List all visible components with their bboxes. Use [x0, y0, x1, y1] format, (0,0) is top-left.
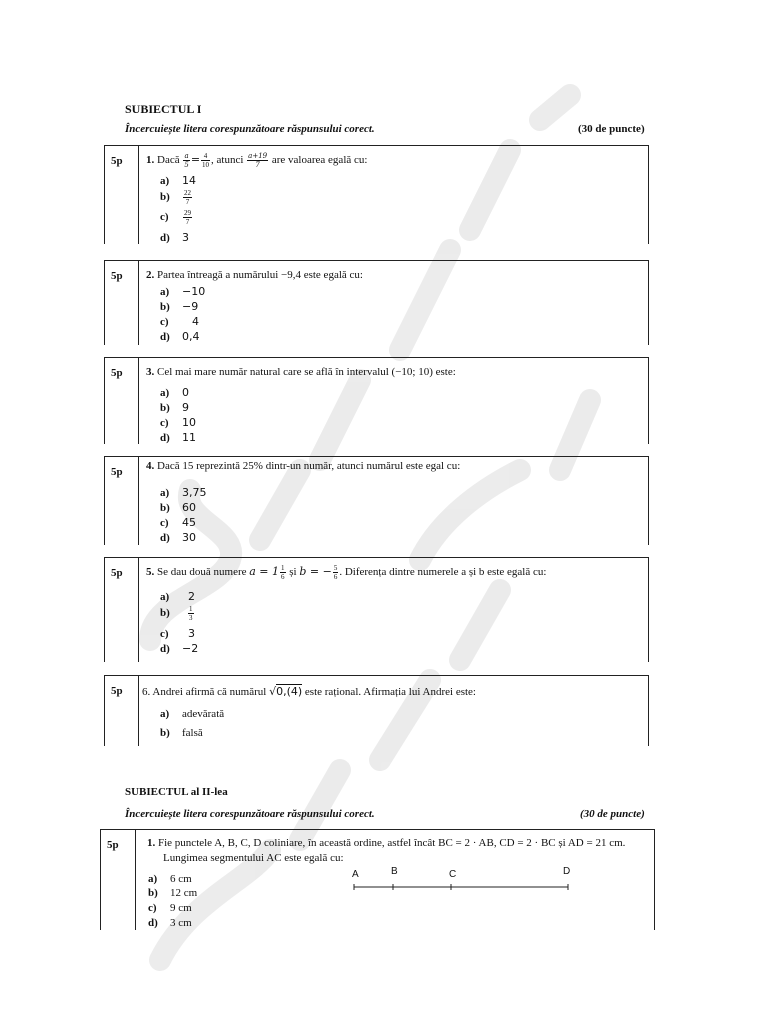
question-1-text-c: are valoarea egală cu:	[271, 154, 368, 167]
question-6-text-a: Andrei afirmă că numărul	[152, 686, 267, 698]
question-5-box	[104, 557, 649, 662]
question-1-fraction-3: $\frac{a+19}{7}$	[248, 152, 268, 169]
subject2-question-1-line1	[147, 837, 625, 849]
question-2-option-d[interactable]: d) 0,4	[160, 330, 200, 343]
question-5-text	[146, 564, 546, 581]
question-6-number: 6.	[142, 686, 151, 698]
question-1-points: 5p	[111, 155, 123, 167]
question-5-number: 5.	[146, 566, 155, 579]
question-4-option-d[interactable]: d) 30	[160, 531, 196, 544]
subject2-points: (30 de puncte)	[580, 808, 645, 820]
question-5-option-b[interactable]: b) $\frac{1}{3}$	[160, 605, 193, 622]
subject2-question-1-points: 5p	[107, 839, 119, 851]
question-1-box	[104, 145, 649, 244]
subject2-question-1-option-c[interactable]: c) 9 cm	[148, 902, 192, 914]
question-5-text-a: Se dau două numere	[157, 566, 247, 579]
question-6-points: 5p	[111, 685, 123, 697]
question-3-text	[146, 366, 456, 378]
point-label-a: A	[352, 869, 359, 880]
question-2-statement: Partea întreagă a numărului −9,4 este egală cu:	[157, 269, 363, 281]
question-5-text-b: și	[289, 566, 297, 579]
subject2-question-1-statement: Fie punctele A, B, C, D coliniare, în această ordine, astfel încât BC = 2 · AB, CD = 2 · BC și AD = 21 cm.	[158, 837, 626, 849]
question-5-option-a[interactable]: a) 2	[160, 590, 195, 603]
point-label-b: B	[391, 866, 398, 877]
question-1-fraction-1: $\frac{a}{5}$	[184, 152, 189, 169]
question-2-points: 5p	[111, 270, 123, 282]
question-2-box	[104, 260, 649, 345]
question-2-option-b[interactable]: b) −9	[160, 300, 199, 313]
subject1-points: (30 de puncte)	[578, 123, 645, 135]
question-6-radicand: 0,(4)	[276, 685, 303, 698]
segment-figure	[346, 867, 576, 897]
question-1-text	[146, 152, 367, 169]
subject1-title: SUBIECTUL I	[125, 102, 202, 116]
question-6-points-cell	[105, 676, 139, 746]
question-3-option-c[interactable]: c) 10	[160, 416, 196, 429]
point-label-c: C	[449, 869, 457, 880]
question-4-number: 4.	[146, 460, 155, 472]
subject2-question-1-number: 1.	[147, 837, 156, 849]
question-5-b-fraction: $\frac{5}{6}$	[333, 564, 338, 581]
question-2-text	[146, 269, 363, 281]
question-1-number: 1.	[146, 154, 155, 167]
question-3-points-cell	[105, 358, 139, 444]
question-5-a-expression: a = 1	[249, 565, 280, 579]
question-1-option-a[interactable]: a) 14	[160, 174, 196, 187]
question-4-points: 5p	[111, 466, 123, 478]
question-3-number: 3.	[146, 366, 155, 378]
question-2-option-c[interactable]: c) 4	[160, 315, 199, 328]
subject2-question-1-line2: Lungimea segmentului AC este egală cu:	[163, 852, 344, 864]
subject2-instruction: Încercuiește litera corespunzătoare răspunsului corect.	[125, 808, 375, 820]
question-6-text	[142, 685, 476, 698]
question-3-box	[104, 357, 649, 444]
question-3-statement: Cel mai mare număr natural care se află în intervalul (−10; 10) este:	[157, 366, 456, 378]
question-1-text-a: Dacă	[157, 154, 180, 167]
question-5-a-fraction: $\frac{1}{6}$	[281, 564, 285, 581]
question-5-option-d[interactable]: d) −2	[160, 642, 199, 655]
question-1-option-d[interactable]: d) 3	[160, 231, 189, 244]
question-6-box	[104, 675, 649, 746]
subject2-question-1-box	[100, 829, 655, 930]
question-1-fraction-2: $\frac{4}{10}$	[202, 152, 210, 169]
question-5-points: 5p	[111, 567, 123, 579]
question-3-option-b[interactable]: b) 9	[160, 401, 189, 414]
subject2-question-1-option-d[interactable]: d) 3 cm	[148, 917, 192, 929]
question-1-option-c[interactable]: c) $\frac{29}{7}$	[160, 209, 191, 226]
square-root-icon: √	[269, 685, 277, 698]
subject2-question-1-option-b[interactable]: b) 12 cm	[148, 887, 198, 899]
question-4-statement: Dacă 15 reprezintă 25% dintr-un număr, atunci numărul este egal cu:	[157, 460, 461, 472]
question-4-option-b[interactable]: b) 60	[160, 501, 196, 514]
point-label-d: D	[563, 866, 571, 877]
question-1-option-b[interactable]: b) $\frac{22}{7}$	[160, 189, 191, 206]
question-1-equals: =	[190, 153, 201, 167]
question-6-option-b[interactable]: b) falsă	[160, 727, 203, 739]
question-4-text	[146, 460, 460, 472]
question-4-option-c[interactable]: c) 45	[160, 516, 196, 529]
question-3-option-d[interactable]: d) 11	[160, 431, 196, 444]
question-5-option-c[interactable]: c) 3	[160, 627, 195, 640]
question-4-box	[104, 456, 649, 545]
question-1-text-b: , atunci	[211, 154, 244, 167]
question-3-option-a[interactable]: a) 0	[160, 386, 189, 399]
question-2-number: 2.	[146, 269, 155, 281]
subject2-question-1-option-a[interactable]: a) 6 cm	[148, 873, 192, 885]
question-2-option-a[interactable]: a) −10	[160, 285, 206, 298]
question-6-text-b: este rațional. Afirmația lui Andrei este:	[304, 686, 476, 698]
question-3-points: 5p	[111, 367, 123, 379]
question-1-points-cell	[105, 146, 139, 244]
question-5-text-c: . Diferența dintre numerele a și b este egală cu:	[339, 566, 547, 579]
question-5-points-cell	[105, 558, 139, 662]
question-4-points-cell	[105, 457, 139, 545]
question-5-b-expression: b = −	[299, 565, 332, 579]
subject2-title: SUBIECTUL al II-lea	[125, 786, 228, 798]
subject2-question-1-points-cell	[101, 830, 136, 930]
question-6-option-a[interactable]: a) adevărată	[160, 708, 225, 720]
question-2-points-cell	[105, 261, 139, 345]
subject1-instruction: Încercuiește litera corespunzătoare răspunsului corect.	[125, 123, 375, 135]
question-4-option-a[interactable]: a) 3,75	[160, 486, 207, 499]
